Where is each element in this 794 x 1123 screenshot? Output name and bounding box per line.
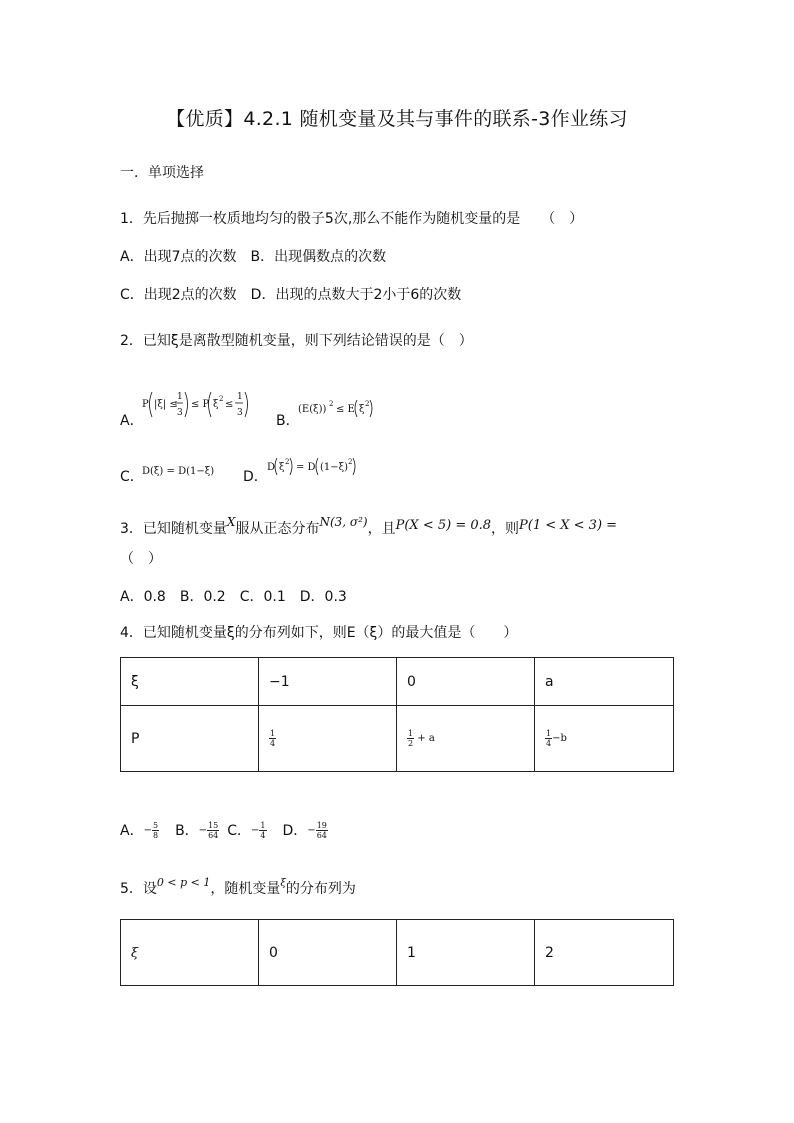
q4-cell-p3: $\frac{1}{4}$ −b xyxy=(535,706,674,772)
svg-text:3: 3 xyxy=(177,408,183,418)
q5-table-row-values xyxy=(121,920,674,986)
svg-text:D: D xyxy=(267,462,276,473)
page-title: 【优质】4.2.1 随机变量及其与事件的联系-3作业练习 xyxy=(166,108,628,130)
q4-option-c-sign: − xyxy=(251,824,260,836)
svg-text:ξ: ξ xyxy=(213,399,219,410)
q4-cell-p1 xyxy=(259,706,397,772)
q2-option-c-svg xyxy=(140,460,220,480)
q5-cell-2: 2 xyxy=(535,920,674,986)
q4-option-b-frac: $\frac{15}{64}$ xyxy=(208,820,219,840)
q1-options-cd: C．出现2点的次数 D．出现的点数大于2小于6的次数 xyxy=(120,287,462,303)
svg-text:2: 2 xyxy=(329,400,334,408)
svg-text:D(ξ) = D(1−ξ): D(ξ) = D(1−ξ) xyxy=(142,466,215,477)
q4-frac-p2: $\frac{1}{2}$ xyxy=(408,729,414,748)
q5-cell-1: 1 xyxy=(397,920,535,986)
svg-text:(1−ξ): (1−ξ) xyxy=(320,462,349,473)
q4-stem: 4．已知随机变量ξ的分布列如下，则E（ξ）的最大值是（ ） xyxy=(120,625,518,641)
q5-mid: ，随机变量 xyxy=(210,881,281,897)
q5-tail: 的分布列为 xyxy=(285,881,356,897)
q2-option-b-label: B． xyxy=(276,413,300,429)
q4-cell-a: a xyxy=(535,658,674,706)
svg-text:(E(ξ)): (E(ξ)) xyxy=(298,404,327,415)
q3-paren: （ ） xyxy=(120,551,162,567)
q2-option-b-svg xyxy=(296,396,386,422)
q4-option-b-label: B． xyxy=(175,823,199,839)
section-heading: 一．单项选择 xyxy=(120,165,204,181)
q4-cell-0: 0 xyxy=(397,658,535,706)
q3-options: A．0.8 B．0.2 C．0.1 D．0.3 xyxy=(120,589,347,605)
q4-option-a-sign: − xyxy=(143,824,152,836)
q2-option-a-svg xyxy=(140,384,260,424)
q3-mid2: ，且 xyxy=(367,521,396,537)
q4-cell-neg1: −1 xyxy=(259,658,397,706)
q4-table-row-probs xyxy=(121,706,674,772)
q4-option-d-label: D． xyxy=(282,823,308,839)
q4-frac-p3: $\frac{1}{4}$ xyxy=(546,729,552,748)
q5-var: ξ xyxy=(280,878,286,889)
q2-option-b-formula xyxy=(296,396,386,426)
q4-option-d-frac: $\frac{19}{64}$ xyxy=(316,820,327,840)
q5-cell-xi-text: ξ xyxy=(131,945,139,961)
q3-mid3: ，则 xyxy=(491,521,520,537)
q2-option-c-label: C． xyxy=(120,469,144,485)
q1-options-ab: A．出现7点的次数 B．出现偶数点的次数 xyxy=(120,249,387,265)
q5-cell-xi xyxy=(121,920,259,986)
q2-option-a-label: A． xyxy=(120,413,144,429)
q1-stem: 1．先后抛掷一枚质地均匀的骰子5次,那么不能作为随机变量的是 （ ） xyxy=(120,211,584,227)
q4-cell-xi: ξ xyxy=(121,658,259,706)
q3-mid1: 服从正态分布 xyxy=(235,521,320,537)
q3-ask: P(1 < X < 3) = xyxy=(519,518,618,533)
q4-cell-p: P xyxy=(121,706,259,772)
svg-text:ξ: ξ xyxy=(359,404,365,415)
q4-option-b-sign: − xyxy=(198,824,208,836)
q2-option-d-svg xyxy=(265,454,365,480)
q5-lead: 5．设 xyxy=(120,881,157,897)
q2-option-d-formula xyxy=(265,454,365,484)
q4-option-a-frac: $\frac{5}{8}$ xyxy=(152,820,159,840)
q4-option-c-frac: $\frac{1}{4}$ xyxy=(260,820,266,840)
q4-cell-p2: $\frac{1}{2}$ + a xyxy=(397,706,535,772)
q3-lead: 3．已知随机变量 xyxy=(120,521,227,537)
svg-text:|ξ| ≤: |ξ| ≤ xyxy=(154,399,178,410)
q4-option-a-label: A． xyxy=(120,823,144,839)
svg-text:≤ P: ≤ P xyxy=(191,399,210,410)
q3-dist: N(3, σ²) xyxy=(319,515,368,529)
q4-option-c-label: C． xyxy=(227,823,252,839)
q2-option-c-formula xyxy=(140,460,220,484)
svg-text:2: 2 xyxy=(219,395,224,403)
q4-frac-p1: $\frac{1}{4}$ xyxy=(270,729,276,748)
svg-text:2: 2 xyxy=(348,458,353,466)
q2-stem: 2．已知ξ是离散型随机变量，则下列结论错误的是（ ） xyxy=(120,333,473,349)
svg-text:= D: = D xyxy=(296,462,316,473)
q3-stem xyxy=(120,515,618,538)
q4-table-row-values xyxy=(121,658,674,706)
svg-text:3: 3 xyxy=(237,408,243,418)
q5-distribution-table xyxy=(120,919,674,986)
svg-text:1: 1 xyxy=(237,392,243,402)
q2-option-a-formula xyxy=(140,384,260,428)
q5-cell-0: 0 xyxy=(259,920,397,986)
svg-text:1: 1 xyxy=(177,392,183,402)
svg-text:2: 2 xyxy=(285,458,290,466)
q5-stem xyxy=(120,878,356,898)
q4-distribution-table xyxy=(120,657,674,772)
svg-text:ξ: ξ xyxy=(279,462,285,473)
q3-cond: P(X < 5) = 0.8 xyxy=(395,518,492,533)
q4-options xyxy=(120,820,328,840)
svg-text:≤ E: ≤ E xyxy=(336,404,355,415)
q4-option-d-sign: − xyxy=(307,824,316,836)
q5-cond: 0 < p < 1 xyxy=(156,876,211,889)
q2-option-d-label: D． xyxy=(243,469,268,485)
svg-text:2: 2 xyxy=(365,400,370,408)
svg-text:P: P xyxy=(142,399,149,410)
svg-text:≤: ≤ xyxy=(225,399,234,410)
q3-var: X xyxy=(226,515,236,529)
